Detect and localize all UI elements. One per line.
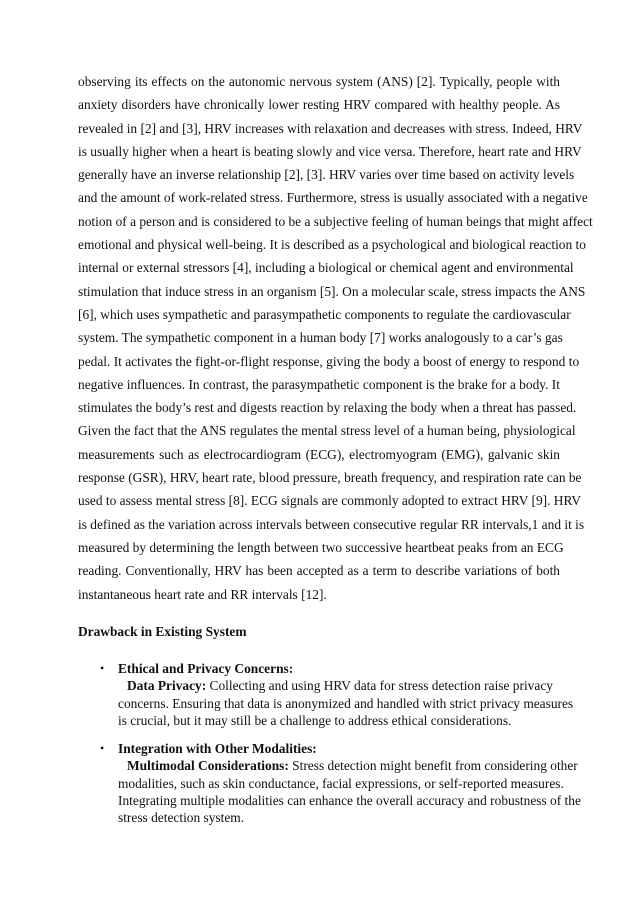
paragraph-line: is defined as the variation across intervals between consecutive regular RR intervals,1 and it is <box>78 516 585 532</box>
bullet-line <box>118 677 562 694</box>
paragraph-line: measured by determining the length between two successive heartbeat peaks from an ECG <box>78 539 564 555</box>
paragraph-line: anxiety disorders have chronically lower resting HRV compared with healthy people. As <box>78 97 560 113</box>
bullet-sub-label: Multimodal Considerations: <box>127 758 289 774</box>
paragraph-line: internal or external stressors [4], including a biological or chemical agent and environmental <box>78 260 574 276</box>
bullet-line: concerns. Ensuring that data is anonymized and handled with strict privacy measures <box>118 695 574 711</box>
paragraph-line: reading. Conventionally, HRV has been accepted as a term to describe variations of both <box>78 563 560 579</box>
paragraph-line: is usually higher when a heart is beating slowly and vice versa. Therefore, heart rate and HRV <box>78 143 582 159</box>
bullet-sub-label: Data Privacy: <box>127 678 207 694</box>
paragraph-line: notion of a person and is considered to be a subjective feeling of human beings that might affect <box>78 213 593 229</box>
bullet-line: is crucial, but it may still be a challenge to address ethical considerations. <box>118 712 512 728</box>
paragraph-line: revealed in [2] and [3], HRV increases with relaxation and decreases with stress. Indeed, HRV <box>78 120 583 136</box>
bullet-text: Stress detection might benefit from considering other <box>288 758 578 774</box>
section-heading: Drawback in Existing System <box>78 624 247 639</box>
bullet-title: Ethical and Privacy Concerns: <box>118 661 294 676</box>
paragraph-line: pedal. It activates the fight-or-flight response, giving the body a boost of energy to respond to <box>78 353 580 369</box>
body-paragraph <box>78 70 593 606</box>
paragraph-line: Given the fact that the ANS regulates the mental stress level of a human being, physiological <box>78 423 576 439</box>
paragraph-line: negative influences. In contrast, the parasympathetic component is the brake for a body. It <box>78 376 560 392</box>
bullet-line <box>118 757 578 774</box>
paragraph-line: used to assess mental stress [8]. ECG signals are commonly adopted to extract HRV [9]. HRV <box>78 493 582 509</box>
list-item <box>78 740 581 826</box>
bullet-line: modalities, such as skin conductance, facial expressions, or self-reported measures. <box>118 775 564 791</box>
paragraph-line: system. The sympathetic component in a human body [7] works analogously to a car’s gas <box>78 330 563 346</box>
bullet-line: stress detection system. <box>118 810 245 826</box>
bullet-icon: • <box>100 661 105 675</box>
bullet-list <box>78 660 574 729</box>
bullet-text: Collecting and using HRV data for stress detection raise privacy <box>206 678 553 694</box>
bullet-list <box>78 740 581 826</box>
paragraph-line: [6], which uses sympathetic and parasympathetic components to regulate the cardiovascular <box>78 306 571 322</box>
paragraph-line: emotional and physical well-being. It is described as a psychological and biological reaction to <box>78 237 586 253</box>
paragraph-line: observing its effects on the autonomic nervous system (ANS) [2]. Typically, people with <box>78 74 560 89</box>
paragraph-line: and the amount of work-related stress. Furthermore, stress is usually associated with a negative <box>78 190 588 206</box>
paragraph-line: stimulation that induce stress in an organism [5]. On a molecular scale, stress impacts the ANS <box>78 283 586 299</box>
paragraph-line: stimulates the body’s rest and digests reaction by relaxing the body when a threat has passed. <box>78 400 577 416</box>
bullet-icon: • <box>100 741 105 755</box>
paragraph-line: instantaneous heart rate and RR intervals [12]. <box>78 586 327 602</box>
paragraph-line: measurements such as electrocardiogram (ECG), electromyogram (EMG), galvanic skin <box>78 446 560 462</box>
paragraph-line: generally have an inverse relationship [2], [3]. HRV varies over time based on activity levels <box>78 167 575 183</box>
paragraph-line: response (GSR), HRV, heart rate, blood pressure, breath frequency, and respiration rate can be <box>78 470 582 486</box>
list-item <box>78 660 574 729</box>
bullet-line: Integrating multiple modalities can enhance the overall accuracy and robustness of the <box>118 792 581 808</box>
bullet-title: Integration with Other Modalities: <box>118 741 317 756</box>
